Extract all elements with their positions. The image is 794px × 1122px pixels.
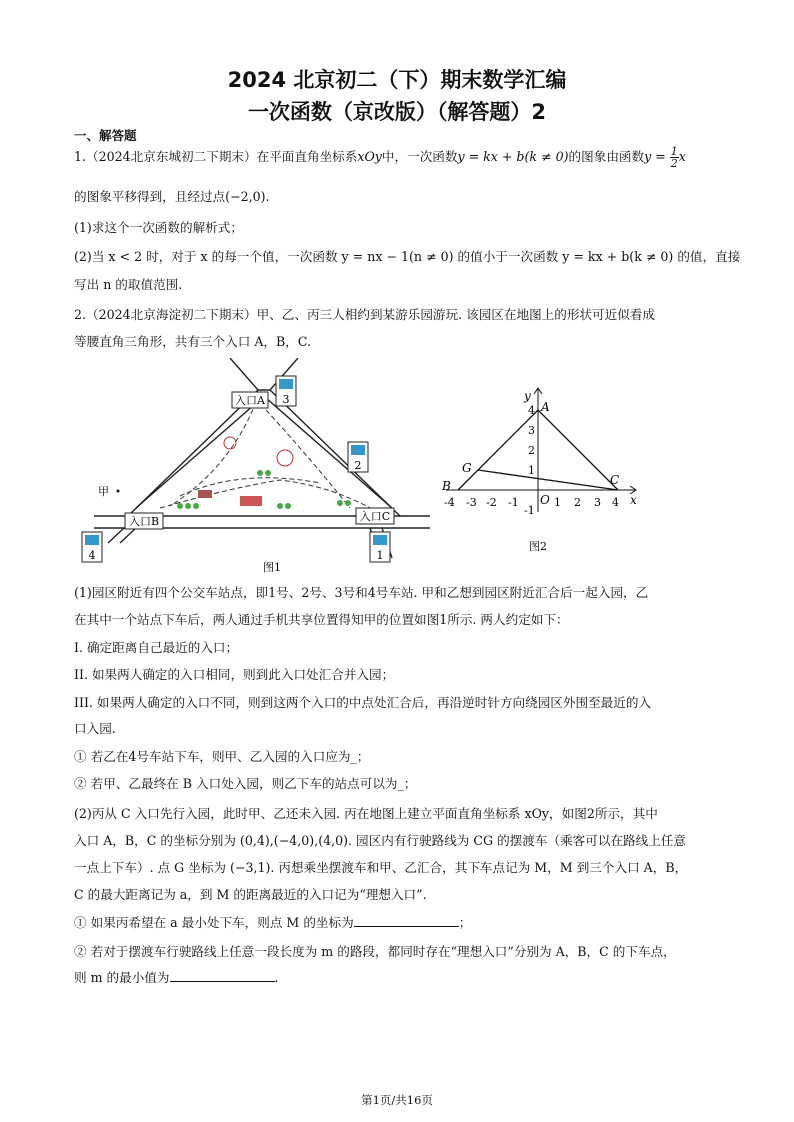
gate-c-label: 入口C [359,510,391,523]
q2-s15-line [74,967,724,989]
y-tick: 4 [528,404,535,417]
bus-stop-4 [82,532,102,562]
point-b-label: B [442,479,451,493]
q2-s4: II. 如果两人确定的入口相同，则到此入口处汇合并入园； [74,667,395,682]
origin-label: O [540,493,550,507]
stop-4-label: 4 [88,549,96,562]
q1-line2: 的图象平移得到，且经过点(−2,0). [74,189,270,204]
q2-s13: ① 如果丙希望在 a 最小处下车，则点 M 的坐标为 [74,915,354,930]
q2-s11: 一点上下车）. 点 G 坐标为 (−3,1). 丙想乘坐摆渡车和甲、乙汇合，其下车点记为 M，M 到三个入口 A，B， [74,860,688,875]
q1-y-eq: y = [644,149,666,164]
q1-line1 [74,146,724,169]
q1-text-e: 的图象由函数 [568,149,645,164]
x-tick: 2 [574,496,581,509]
y-tick: -1 [524,504,535,517]
person-jia-dot [117,490,120,493]
segment-cg [478,470,618,490]
x-axis-label: x [630,493,637,507]
q2-s15-end: . [274,970,279,985]
q1-text-a: 1.（2024北京东城初二下期末）在平面直角坐标系 [74,149,358,164]
q1-fraction [670,146,679,169]
fig2-caption: 图2 [529,540,547,553]
q2-s10: 入口 A，B，C 的坐标分别为 (0,4),(−4,0),(4,0). 园区内有行驶路线为 CG 的摆渡车（乘客可以在路线上任意 [74,833,687,848]
q2-s13-line [74,912,724,934]
gate-b [125,513,163,529]
bus-icon [351,445,365,455]
point-g-label: G [462,461,472,475]
stop-1-label: 1 [376,549,384,562]
answer-blank-m-min [170,967,275,982]
q1-frac-num: 1 [670,145,678,158]
bus-stop-1 [370,532,390,562]
q2-line2: 等腰直角三角形，共有三个入口 A，B，C. [74,334,312,349]
q2-s6: 口入园. [74,721,116,736]
q1-part1: (1)求这个一次函数的解析式； [74,220,243,235]
doc-title: 2024 北京初二（下）期末数学汇编 [227,68,567,92]
y-tick: 2 [528,444,535,457]
q2-s7: ① 若乙在4号车站下车，则甲、乙入园的入口应为_； [74,749,370,764]
fig1-caption: 图1 [263,561,281,574]
y-tick: 3 [528,424,535,437]
section-heading: 一、解答题 [74,128,137,143]
q2-s5: III. 如果两人确定的入口不同，则到这两个入口的中点处汇合后，再沿逆时针方向绕园区外围至最近的入 [74,695,652,710]
gate-b-label: 入口B [128,515,160,528]
q2-s3: I. 确定距离自己最近的入口； [74,640,239,655]
stop-2-label: 2 [354,459,362,472]
doc-subtitle: 一次函数（京改版）（解答题）2 [247,100,547,124]
q2-s13-end: ； [458,915,472,930]
point-a-label: A [541,400,550,414]
y-axis-label: y [524,389,531,403]
attractions [177,437,351,509]
q1-frac-den: 2 [670,157,678,170]
q2-s1: (1)园区附近有四个公交车站点，即1号、2号、3号和4号车站. 甲和乙想到园区附近汇合后一起入园，乙 [74,585,649,600]
x-tick: -4 [444,496,455,509]
q2-s8: ② 若甲、乙最终在 B 入口处入园，则乙下车的站点可以为_； [74,776,417,791]
q1-xoy: xOy [357,149,382,164]
gate-a [232,392,268,408]
bus-stop-2 [348,442,368,472]
x-tick: 1 [554,496,561,509]
page-footer: 第1页/共16页 [361,1093,433,1107]
gate-a-label: 入口A [235,394,265,407]
x-tick: -1 [508,496,519,509]
q2-line1: 2.（2024北京海淀初二下期末）甲、乙、丙三人相约到某游乐园游玩. 该园区在地图上的形状可近似看成 [74,307,656,322]
stop-3-label: 3 [282,393,290,406]
coordinate-figure [440,384,650,564]
q1-part2-a: (2)当 x < 2 时，对于 x 的每一个值，一次函数 y = nx − 1(n ≠ 0) 的值小于一次函数 y = kx + b(k ≠ 0) 的值，直接 [74,249,741,264]
q2-s15: 则 m 的最小值为 [74,970,170,985]
q1-text-c: 中，一次函数 [381,149,458,164]
x-tick: 3 [594,496,601,509]
q2-s9: (2)丙从 C 入口先行入园，此时甲、乙还未入园. 丙在地图上建立平面直角坐标系 xOy，如图2所示，其中 [74,806,658,821]
q2-s2: 在其中一个站点下车后，两人通过手机共享位置得知甲的位置如图1所示. 两人约定如下： [74,612,569,627]
x-tick: -2 [486,496,497,509]
answer-blank-m-coord [354,912,459,927]
bus-icon [279,379,293,389]
q2-s14: ② 若对于摆渡车行驶路线上任意一段长度为 m 的路段，都同时存在“理想入口”分别为 A，B，C 的下车点， [74,944,676,959]
park-map-figure [80,358,440,580]
gate-c [356,508,394,524]
bus-icon [85,535,99,545]
person-jia-label: 甲 [98,485,109,498]
bus-icon [373,535,387,545]
q1-function: y = kx + b(k ≠ 0) [457,149,569,164]
q2-s12: C 的最大距离记为 a，到 M 的距离最近的入口记为“理想入口”. [74,887,427,902]
bus-stop-3 [276,376,296,406]
x-tick: -3 [466,496,477,509]
x-tick: 4 [612,496,619,509]
q1-x: x [678,149,686,164]
point-c-label: C [610,473,620,487]
q1-part2-b: 写出 n 的取值范围. [74,277,183,292]
y-tick: 1 [528,464,535,477]
